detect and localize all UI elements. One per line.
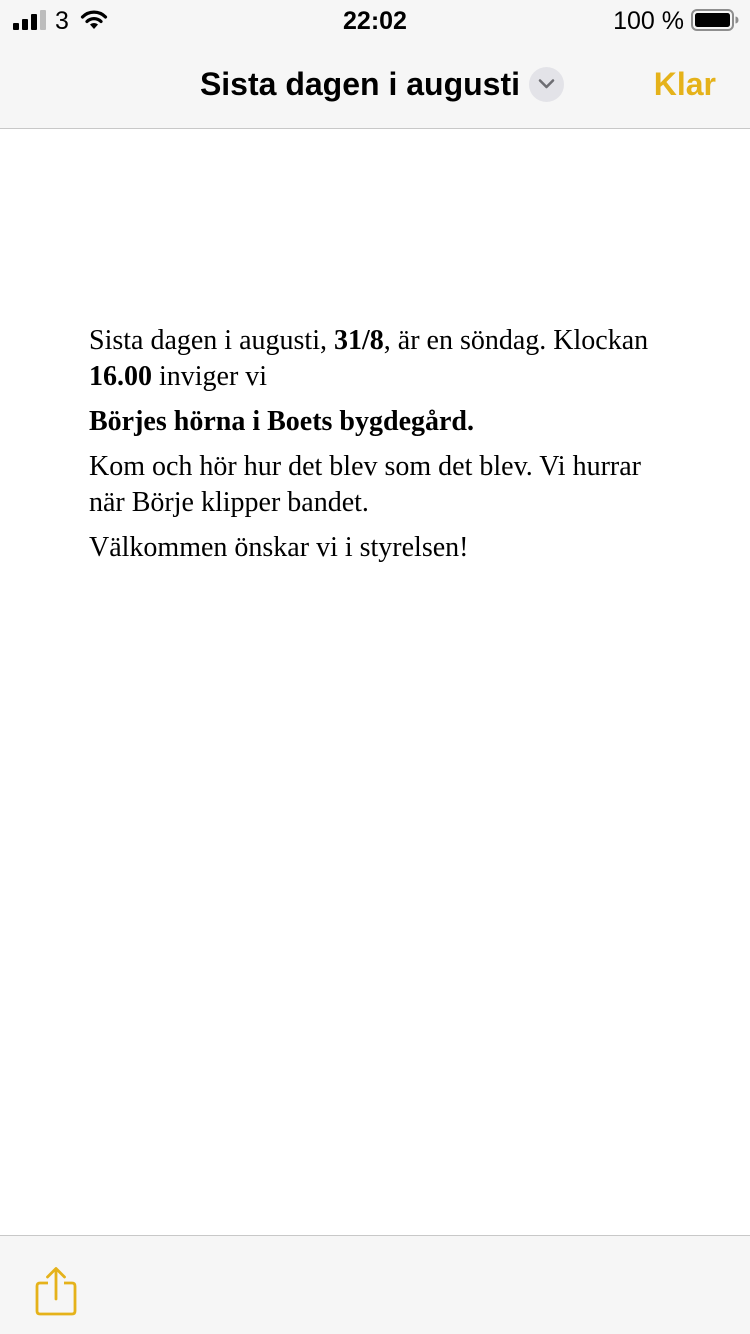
note-date: 31/8 bbox=[333, 325, 384, 356]
chevron-down-icon bbox=[538, 78, 555, 90]
battery-icon bbox=[691, 9, 739, 31]
battery-percent: 100 % bbox=[613, 7, 684, 35]
note-title[interactable]: Sista dagen i augusti bbox=[199, 66, 520, 102]
note-body[interactable] bbox=[89, 323, 649, 575]
share-icon[interactable] bbox=[34, 1266, 78, 1316]
note-text: Sista dagen i augusti, bbox=[89, 325, 334, 356]
note-text: , är en söndag. Klockan bbox=[383, 325, 649, 356]
carrier-label: 3 bbox=[55, 7, 69, 35]
done-button[interactable]: Klar bbox=[653, 66, 716, 102]
note-paragraph-1 bbox=[89, 323, 649, 395]
note-venue: Börjes hörna i Boets bygdegård. bbox=[89, 406, 474, 437]
status-time: 22:02 bbox=[343, 7, 407, 35]
nav-bar bbox=[0, 40, 750, 129]
note-text: inviger vi bbox=[152, 361, 268, 392]
status-bar bbox=[0, 0, 750, 40]
note-time: 16.00 bbox=[89, 361, 152, 392]
title-menu-button[interactable] bbox=[529, 67, 564, 102]
bottom-toolbar bbox=[0, 1235, 750, 1334]
note-paragraph-4: Välkommen önskar vi i styrelsen! bbox=[89, 532, 469, 563]
note-paragraph-2 bbox=[89, 404, 649, 440]
note-paragraph-3: Kom och hör hur det blev som det blev. Vi hurrar när Börje klipper bandet. bbox=[89, 451, 641, 518]
